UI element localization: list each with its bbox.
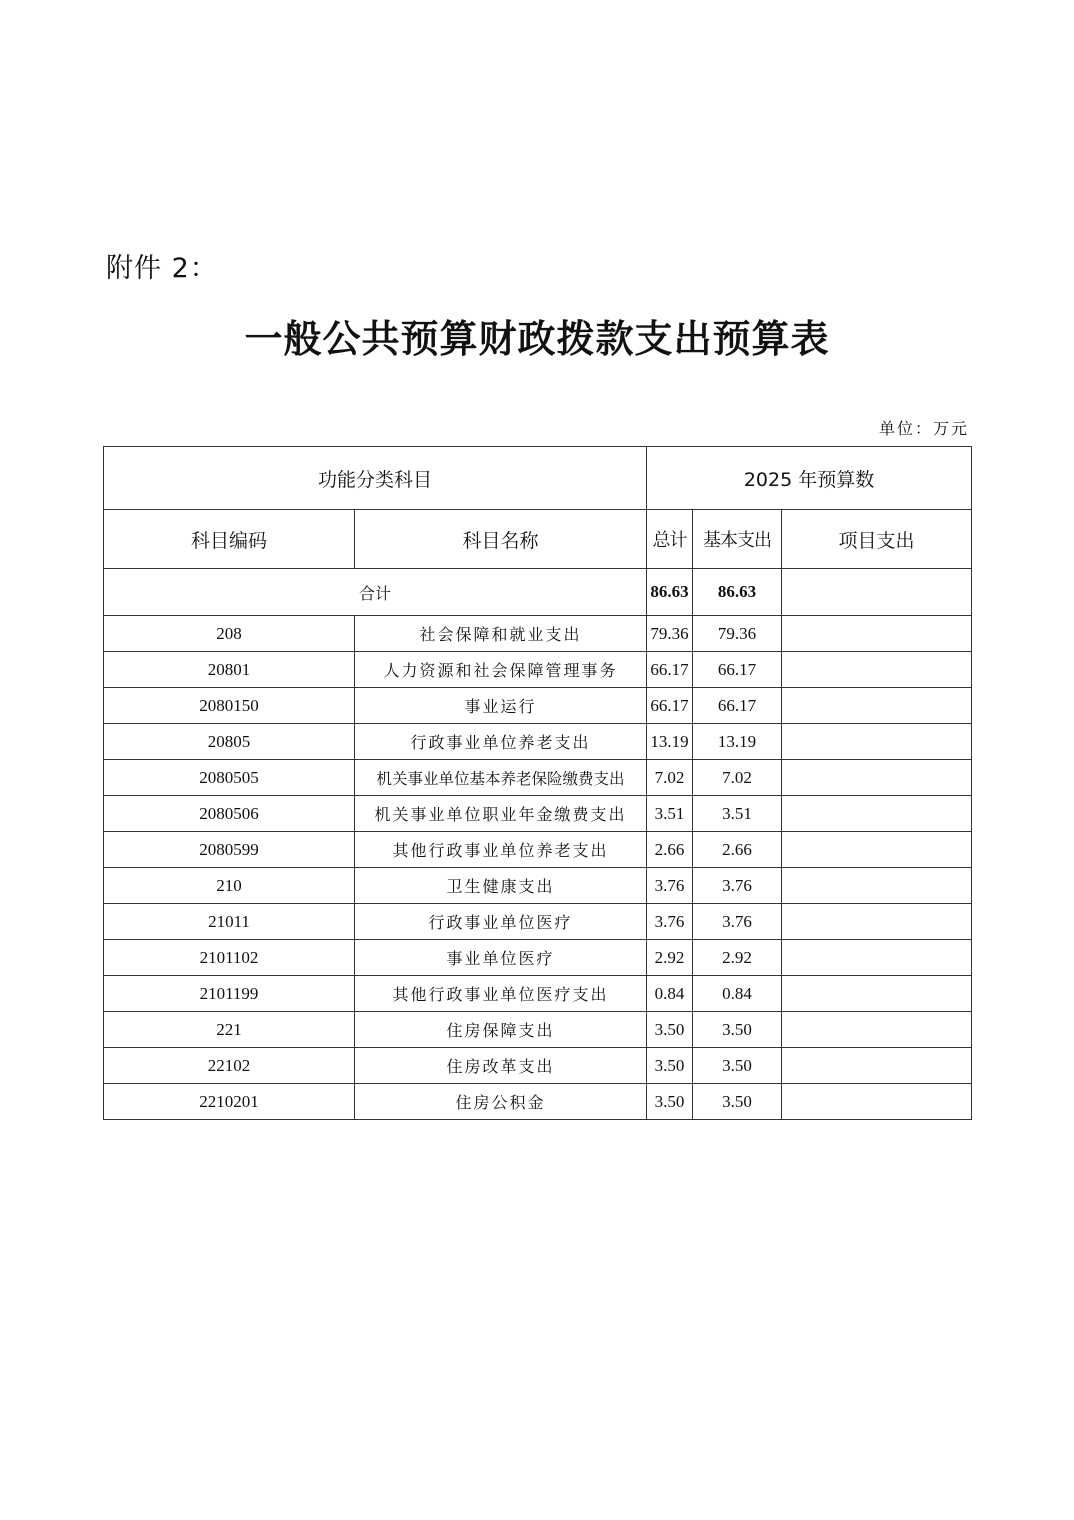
row-code: 2080505 [104, 760, 355, 796]
row-name: 住房改革支出 [355, 1048, 647, 1084]
row-basic: 3.50 [693, 1012, 782, 1048]
column-header-basic: 基本支出 [693, 510, 782, 569]
row-code: 21011 [104, 904, 355, 940]
column-header-name: 科目名称 [355, 510, 647, 569]
table-row [104, 868, 972, 904]
row-basic: 3.51 [693, 796, 782, 832]
row-name: 其他行政事业单位医疗支出 [355, 976, 647, 1012]
row-code: 221 [104, 1012, 355, 1048]
row-name: 事业运行 [355, 688, 647, 724]
row-basic: 79.36 [693, 616, 782, 652]
row-name: 住房公积金 [355, 1084, 647, 1120]
budget-table [103, 446, 972, 1120]
row-project [782, 1012, 972, 1048]
row-project [782, 724, 972, 760]
table-row [104, 796, 972, 832]
row-project [782, 760, 972, 796]
column-header-code: 科目编码 [104, 510, 355, 569]
row-code: 210 [104, 868, 355, 904]
row-basic: 66.17 [693, 652, 782, 688]
table-row [104, 940, 972, 976]
table-row [104, 652, 972, 688]
row-total: 0.84 [647, 976, 693, 1012]
table-row [104, 976, 972, 1012]
row-project [782, 1048, 972, 1084]
row-basic: 3.50 [693, 1084, 782, 1120]
row-name: 其他行政事业单位养老支出 [355, 832, 647, 868]
row-basic: 7.02 [693, 760, 782, 796]
row-total: 13.19 [647, 724, 693, 760]
page-title: 一般公共预算财政拨款支出预算表 [244, 316, 830, 361]
total-amount: 86.63 [647, 569, 693, 616]
row-name: 人力资源和社会保障管理事务 [355, 652, 647, 688]
table-row [104, 1084, 972, 1120]
row-code: 2210201 [104, 1084, 355, 1120]
table-row [104, 832, 972, 868]
header-functional-category: 功能分类科目 [104, 447, 647, 510]
row-code: 22102 [104, 1048, 355, 1084]
total-row [104, 569, 972, 616]
row-code: 2080150 [104, 688, 355, 724]
header-row-columns [104, 510, 972, 569]
row-basic: 2.92 [693, 940, 782, 976]
table-row [104, 1012, 972, 1048]
row-total: 3.50 [647, 1084, 693, 1120]
column-header-project: 项目支出 [782, 510, 972, 569]
row-name: 住房保障支出 [355, 1012, 647, 1048]
row-total: 79.36 [647, 616, 693, 652]
attachment-label: 附件 2： [106, 253, 218, 284]
row-code: 2080599 [104, 832, 355, 868]
row-project [782, 832, 972, 868]
column-header-total: 总计 [647, 510, 693, 569]
row-total: 3.51 [647, 796, 693, 832]
row-total: 2.66 [647, 832, 693, 868]
row-project [782, 688, 972, 724]
row-code: 20801 [104, 652, 355, 688]
unit-label: 单位：万元 [878, 419, 969, 438]
header-budget-2025: 2025 年预算数 [647, 447, 972, 510]
row-project [782, 868, 972, 904]
table-row [104, 724, 972, 760]
table-row [104, 688, 972, 724]
row-project [782, 940, 972, 976]
table-row [104, 616, 972, 652]
row-name: 卫生健康支出 [355, 868, 647, 904]
table-row [104, 1048, 972, 1084]
row-basic: 0.84 [693, 976, 782, 1012]
row-name: 机关事业单位职业年金缴费支出 [355, 796, 647, 832]
row-basic: 3.76 [693, 868, 782, 904]
row-total: 66.17 [647, 688, 693, 724]
row-total: 3.76 [647, 904, 693, 940]
row-code: 2080506 [104, 796, 355, 832]
row-total: 7.02 [647, 760, 693, 796]
row-name: 行政事业单位医疗 [355, 904, 647, 940]
total-basic-amount: 86.63 [693, 569, 782, 616]
row-basic: 3.76 [693, 904, 782, 940]
row-name: 机关事业单位基本养老保险缴费支出 [355, 760, 647, 796]
row-name: 事业单位医疗 [355, 940, 647, 976]
row-total: 3.50 [647, 1048, 693, 1084]
row-code: 208 [104, 616, 355, 652]
row-project [782, 616, 972, 652]
row-total: 2.92 [647, 940, 693, 976]
row-basic: 13.19 [693, 724, 782, 760]
row-name: 行政事业单位养老支出 [355, 724, 647, 760]
table-row [104, 760, 972, 796]
row-project [782, 652, 972, 688]
total-project-amount [782, 569, 972, 616]
row-total: 66.17 [647, 652, 693, 688]
row-name: 社会保障和就业支出 [355, 616, 647, 652]
total-label: 合计 [104, 569, 647, 616]
row-project [782, 904, 972, 940]
row-code: 2101102 [104, 940, 355, 976]
row-basic: 3.50 [693, 1048, 782, 1084]
row-basic: 66.17 [693, 688, 782, 724]
row-total: 3.76 [647, 868, 693, 904]
row-project [782, 976, 972, 1012]
row-total: 3.50 [647, 1012, 693, 1048]
row-project [782, 796, 972, 832]
row-code: 2101199 [104, 976, 355, 1012]
row-code: 20805 [104, 724, 355, 760]
row-project [782, 1084, 972, 1120]
row-basic: 2.66 [693, 832, 782, 868]
header-row-group [104, 447, 972, 510]
table-row [104, 904, 972, 940]
